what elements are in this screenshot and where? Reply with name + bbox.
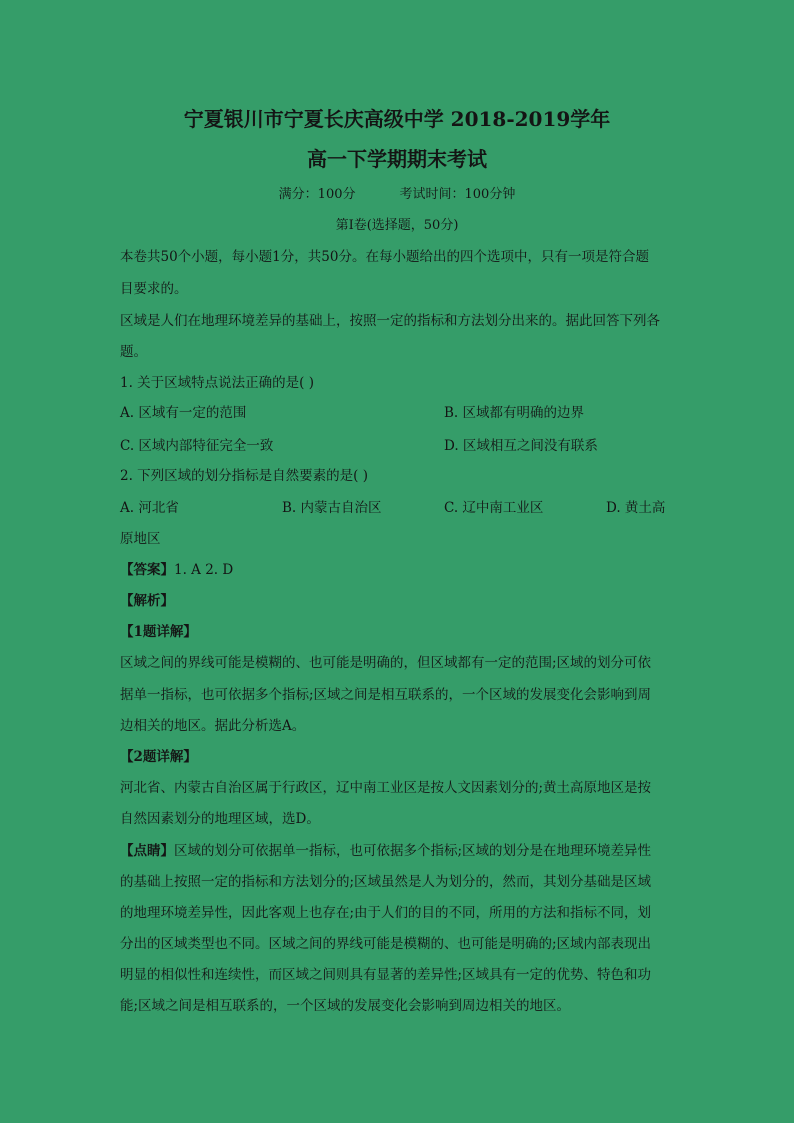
q1-option-c: C. 区域内部特征完全一致 xyxy=(120,438,274,454)
key-point-label: 【点睛】 xyxy=(120,843,174,859)
key-point-line-4: 分出的区域类型也不同。区域之间的界线可能是模糊的、也可能是明确的;区域内部表现出 xyxy=(120,936,652,952)
detail-2-line-1: 河北省、内蒙古自治区属于行政区，辽中南工业区是按人文因素划分的;黄土高原地区是按 xyxy=(120,780,652,796)
exam-time: 考试时间：100分钟 xyxy=(399,187,516,202)
answer-line xyxy=(120,561,233,579)
q2-option-a: A. 河北省 xyxy=(120,500,179,516)
analysis-label: 【解析】 xyxy=(120,593,174,609)
answer-label: 【答案】 xyxy=(120,562,174,578)
q2-option-c: C. 辽中南工业区 xyxy=(444,500,544,516)
detail-1-line-3: 边相关的地区。据此分析选A。 xyxy=(120,718,306,734)
q1-option-b: B. 区域都有明确的边界 xyxy=(444,405,585,421)
q2-option-d: D. 黄土高 xyxy=(606,500,666,516)
q1-option-a: A. 区域有一定的范围 xyxy=(120,405,247,421)
question-1-stem: 1. 关于区域特点说法正确的是( ) xyxy=(120,375,314,391)
answer-text: 1. A 2. D xyxy=(174,562,234,578)
question-2-stem: 2. 下列区域的划分指标是自然要素的是( ) xyxy=(120,468,368,484)
full-score: 满分：100分 xyxy=(278,187,356,202)
section-heading: 第Ⅰ卷(选择题，50分) xyxy=(335,218,459,233)
detail-1-line-2: 据单一指标，也可依据多个指标;区域之间是相互联系的，一个区域的发展变化会影响到周 xyxy=(120,687,652,703)
key-point-text-1: 区域的划分可依据单一指标，也可依据多个指标;区域的划分是在地理环境差异性 xyxy=(174,843,652,859)
q2-option-b: B. 内蒙古自治区 xyxy=(282,500,382,516)
q2-option-d-wrap: 原地区 xyxy=(120,531,161,547)
key-point-line-5: 明显的相似性和连续性，而区域之间则具有显著的差异性;区域具有一定的优势、特色和功 xyxy=(120,967,652,983)
detail-1-line-1: 区域之间的界线可能是模糊的、也可能是明确的，但区域都有一定的范围;区域的划分可依 xyxy=(120,655,652,671)
key-point-line-3: 的地理环境差异性，因此客观上也存在;由于人们的目的不同，所用的方法和指标不同，划 xyxy=(120,905,652,921)
detail-2-label: 【2题详解】 xyxy=(120,749,197,765)
exam-title-line2: 高一下学期期末考试 xyxy=(307,147,487,171)
detail-2-line-2: 自然因素划分的地理区域，选D。 xyxy=(120,811,320,827)
intro-line-2: 目要求的。 xyxy=(120,281,188,297)
key-point-line-6: 能;区域之间是相互联系的，一个区域的发展变化会影响到周边相关的地区。 xyxy=(120,998,571,1014)
key-point-line-2: 的基础上按照一定的指标和方法划分的;区域虽然是人为划分的，然而，其划分基础是区域 xyxy=(120,874,652,890)
key-point-line-1 xyxy=(120,842,651,860)
q1-option-d: D. 区域相互之间没有联系 xyxy=(444,438,598,454)
detail-1-label: 【1题详解】 xyxy=(120,624,197,640)
intro-line-1: 本卷共50个小题，每小题1分，共50分。在每小题给出的四个选项中，只有一项是符合题 xyxy=(120,249,649,265)
exam-meta xyxy=(0,186,794,204)
exam-title-line1: 宁夏银川市宁夏长庆高级中学 2018-2019学年 xyxy=(183,107,611,131)
passage-line-2: 题。 xyxy=(120,344,147,360)
passage-line-1: 区域是人们在地理环境差异的基础上，按照一定的指标和方法划分出来的。据此回答下列各 xyxy=(120,313,660,329)
